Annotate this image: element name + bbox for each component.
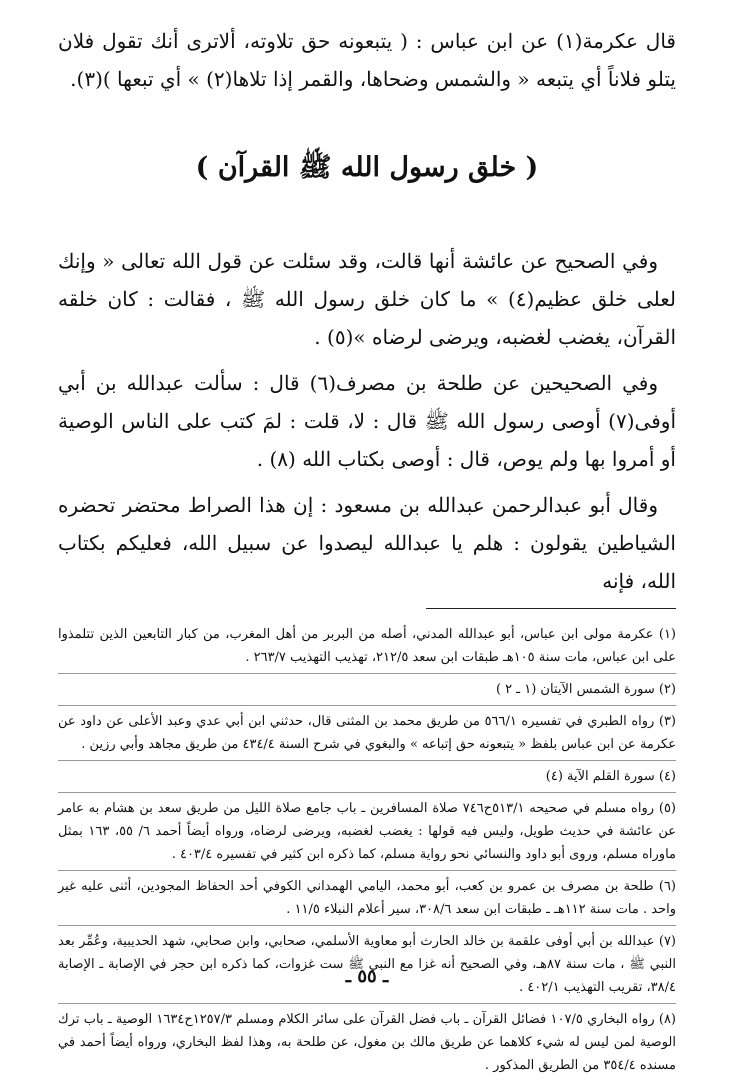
paragraph-ibn-masud: وقال أبو عبدالرحمن عبدالله بن مسعود : إن هذا الصراط محتضر تحضره الشياطين يقولون : هلم يا عبدالله ليصدوا عن سبيل الله، فعليكم بكتاب الله، فإنه <box>58 493 676 593</box>
footnote-6: (٦) طلحة بن مصرف بن عمرو بن كعب، أبو محمد، اليامي الهمداني الكوفي أحد الحفاظ المجودين، أثنى عليه غير واحد . مات سنة ١١٢هـ ـ طبقات ابن سعد ٣٠٨/٦، سير أعلام النبلاء ١١/٥ . <box>58 875 676 926</box>
footnote-4: (٤) سورة القلم الآية (٤) <box>58 765 676 793</box>
paragraph-talha: وفي الصحيحين عن طلحة بن مصرف(٦) قال : سألت عبدالله بن أبي أوفى(٧) أوصى رسول الله ﷺ قال : لا، قلت : لمَ كتب على الناس الوصية أو أمروا بها ولم يوص، قال : أوصى بكتاب الله (٨) . <box>58 371 676 471</box>
footnote-3: (٣) رواه الطبري في تفسيره ٥٦٦/١ من طريق محمد بن المثنى قال، حدثني ابن أبي عدي وعبد الأعلى عن داود عن عكرمة عن ابن عباس بلفظ « يتبعونه حق إتباعه » والبغوي في شرح السنة ٤٣٤/٤ من طريق مجاهد وأبي رزين . <box>58 710 676 761</box>
paragraph-aisha: وفي الصحيح عن عائشة أنها قالت، وقد سئلت عن قول الله تعالى « وإنك لعلى خلق عظيم(٤) » ما كان خلق رسول الله ﷺ ، فقالت : كان خلقه القرآن، يغضب لغضبه، ويرضى لرضاه »(٥) . <box>58 249 677 349</box>
footnote-7: (٧) عبدالله بن أبي أوفى علقمة بن خالد الحارث أبو معاوية الأسلمي، صحابي، وابن صحابي، شهد الحديبية، وعُمِّر بعد النبي ﷺ ، مات سنة ٨٧هـ، وفي الصحيح أنه غزا مع النبي ﷺ ست غزوات، كما ذكره ابن حجر في الإصابة ـ الإصابة ٣٨/٤، تقريب التهذيب ٤٠٢/١ . <box>58 930 676 1004</box>
footnote-divider <box>426 608 676 609</box>
footnotes <box>58 623 676 1081</box>
footnote-5: (٥) رواه مسلم في صحيحه ٥١٣/١ح٧٤٦ صلاة المسافرين ـ باب جامع صلاة الليل من طريق سعد بن هشام به عامر عن عائشة في حديث طويل، وليس فيه قولها : يغضب لغضبه، ويرضى لرضاه، ورواه أيضاً أحمد ٦/ ٥٥، ١٦٣ بمثل ماوراه مسلم، وروى أبو داود والنسائي نحو رواية مسلم، كما ذكره ابن كثير في تفسيره ٤٠٣/٤ . <box>58 797 676 871</box>
paragraph-ikrima: قال عكرمة(١) عن ابن عباس : ( يتبعونه حق تلاوته، ألاترى أنك تقول فلان يتلو فلاناً أي يتبعه « والشمس وضحاها، والقمر إذا تلاها(٢) » أي تبعها )(٣). <box>58 29 676 91</box>
footnote-1: (١) عكرمة مولى ابن عباس، أبو عبدالله المدني، أصله من البربر من أهل المغرب، من كبار التابعين الذين تتلمذوا على ابن عباس، مات سنة ١٠٥هـ طبقات ابن سعد ٢١٢/٥، تهذيب التهذيب ٢٦٣/٧ . <box>58 623 676 674</box>
section-heading: ( خلق رسول الله ﷺ القرآن ) <box>195 152 539 183</box>
page-number: ـ ٥٥ ـ <box>345 966 389 987</box>
footnote-8: (٨) رواه البخاري ١٠٧/٥ فضائل القرآن ـ باب فضل القرآن على سائر الكلام ومسلم ١٢٥٧/٣ح١٦٣٤ الوصية ـ باب ترك الوصية لمن ليس له شيء كلاهما عن طريق مالك بن مغول، عن طلحة به، وهذا لفظ البخاري، ورواه أيضاً أحمد في مسنده ٣٥٤/٤ من الطريق المذكور . <box>58 1012 676 1073</box>
footnote-2: (٢) سورة الشمس الآيتان (١ ـ ٢ ) <box>58 678 676 706</box>
